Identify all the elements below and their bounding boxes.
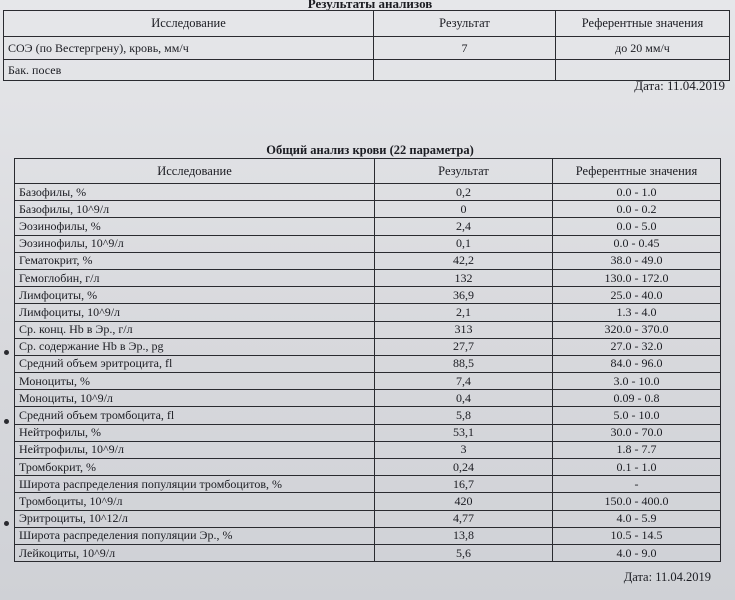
row-result: 132 xyxy=(375,269,553,286)
table-row xyxy=(15,424,721,441)
table-row xyxy=(4,60,730,81)
section2-date: Дата: 11.04.2019 xyxy=(623,570,711,584)
row-reference: до 20 мм/ч xyxy=(556,37,730,60)
table-row xyxy=(15,373,721,390)
header-reference: Референтные значения xyxy=(556,11,730,37)
row-result: 42,2 xyxy=(375,252,553,269)
row-reference: 0.0 - 0.45 xyxy=(553,235,721,252)
table-row xyxy=(4,37,730,60)
table-row xyxy=(15,252,721,269)
margin-bullet-mark xyxy=(4,521,9,526)
row-reference: 10.5 - 14.5 xyxy=(553,527,721,544)
row-result xyxy=(374,60,556,81)
section2-header-row xyxy=(15,159,721,184)
table-row xyxy=(15,338,721,355)
row-reference: 0.0 - 1.0 xyxy=(553,184,721,201)
row-name: Лимфоциты, 10^9/л xyxy=(15,304,375,321)
row-reference: 5.0 - 10.0 xyxy=(553,407,721,424)
row-name: Средний объем эритроцита, fl xyxy=(15,355,375,372)
row-result: 4,77 xyxy=(375,510,553,527)
row-result: 16,7 xyxy=(375,476,553,493)
row-result: 2,1 xyxy=(375,304,553,321)
row-name: Гематокрит, % xyxy=(15,252,375,269)
row-name: Бак. посев xyxy=(4,60,374,81)
row-name: Нейтрофилы, 10^9/л xyxy=(15,441,375,458)
row-result: 0,24 xyxy=(375,459,553,476)
row-reference: 30.0 - 70.0 xyxy=(553,424,721,441)
table-row xyxy=(15,321,721,338)
row-reference: 150.0 - 400.0 xyxy=(553,493,721,510)
table-row xyxy=(15,304,721,321)
row-name: Широта распределения популяции тромбоцитов, % xyxy=(15,476,375,493)
row-result: 2,4 xyxy=(375,218,553,235)
row-name: Тромбокрит, % xyxy=(15,459,375,476)
section2-table xyxy=(14,158,721,562)
row-reference: 4.0 - 5.9 xyxy=(553,510,721,527)
table-row xyxy=(15,201,721,218)
row-reference: 130.0 - 172.0 xyxy=(553,269,721,286)
row-result: 13,8 xyxy=(375,527,553,544)
row-reference: 320.0 - 370.0 xyxy=(553,321,721,338)
row-result: 420 xyxy=(375,493,553,510)
section1-title: Результаты анализов xyxy=(307,0,433,11)
row-reference: 0.0 - 0.2 xyxy=(553,201,721,218)
row-name: Моноциты, 10^9/л xyxy=(15,390,375,407)
table-row xyxy=(15,407,721,424)
header-result: Результат xyxy=(374,11,556,37)
section1-header-row xyxy=(4,11,730,37)
row-result: 313 xyxy=(375,321,553,338)
table-row xyxy=(15,441,721,458)
row-name: Лейкоциты, 10^9/л xyxy=(15,544,375,561)
row-name: Моноциты, % xyxy=(15,373,375,390)
row-reference: 4.0 - 9.0 xyxy=(553,544,721,561)
row-result: 88,5 xyxy=(375,355,553,372)
row-name: Широта распределения популяции Эр., % xyxy=(15,527,375,544)
row-reference: 1.3 - 4.0 xyxy=(553,304,721,321)
row-result: 0,2 xyxy=(375,184,553,201)
row-name: Эозинофилы, 10^9/л xyxy=(15,235,375,252)
header-reference: Референтные значения xyxy=(553,159,721,184)
margin-bullet-mark xyxy=(4,419,9,424)
table-row xyxy=(15,510,721,527)
row-reference: 0.09 - 0.8 xyxy=(553,390,721,407)
table-row xyxy=(15,287,721,304)
row-result: 5,6 xyxy=(375,544,553,561)
row-reference: 3.0 - 10.0 xyxy=(553,373,721,390)
row-result: 3 xyxy=(375,441,553,458)
row-result: 0,1 xyxy=(375,235,553,252)
table-row xyxy=(15,459,721,476)
row-reference: 1.8 - 7.7 xyxy=(553,441,721,458)
row-name: Гемоглобин, г/л xyxy=(15,269,375,286)
row-reference: - xyxy=(553,476,721,493)
margin-bullet-mark xyxy=(4,350,9,355)
table-row xyxy=(15,390,721,407)
row-reference: 0.0 - 5.0 xyxy=(553,218,721,235)
row-result: 0,4 xyxy=(375,390,553,407)
row-name: Ср. конц. Hb в Эр., г/л xyxy=(15,321,375,338)
row-result: 0 xyxy=(375,201,553,218)
row-name: СОЭ (по Вестергрену), кровь, мм/ч xyxy=(4,37,374,60)
row-name: Ср. содержание Hb в Эр., pg xyxy=(15,338,375,355)
row-name: Базофилы, 10^9/л xyxy=(15,201,375,218)
table-row xyxy=(15,218,721,235)
table-row xyxy=(15,235,721,252)
header-study: Исследование xyxy=(15,159,375,184)
table-row xyxy=(15,476,721,493)
table-row xyxy=(15,493,721,510)
table-row xyxy=(15,269,721,286)
row-result: 7,4 xyxy=(375,373,553,390)
row-name: Эозинофилы, % xyxy=(15,218,375,235)
section1-date: Дата: 11.04.2019 xyxy=(634,78,725,93)
row-name: Базофилы, % xyxy=(15,184,375,201)
row-result: 27,7 xyxy=(375,338,553,355)
table-row xyxy=(15,355,721,372)
row-result: 36,9 xyxy=(375,287,553,304)
section2-table-body xyxy=(15,184,721,562)
table-row xyxy=(15,184,721,201)
row-name: Нейтрофилы, % xyxy=(15,424,375,441)
header-study: Исследование xyxy=(4,11,374,37)
row-name: Лимфоциты, % xyxy=(15,287,375,304)
section2-title: Общий анализ крови (22 параметра) xyxy=(266,143,474,157)
row-reference: 25.0 - 40.0 xyxy=(553,287,721,304)
table-row xyxy=(15,544,721,561)
row-reference: 38.0 - 49.0 xyxy=(553,252,721,269)
section1-table xyxy=(3,10,730,81)
row-result: 7 xyxy=(374,37,556,60)
row-reference: 27.0 - 32.0 xyxy=(553,338,721,355)
table-row xyxy=(15,527,721,544)
header-result: Результат xyxy=(375,159,553,184)
row-reference: 0.1 - 1.0 xyxy=(553,459,721,476)
row-name: Тромбоциты, 10^9/л xyxy=(15,493,375,510)
row-reference: 84.0 - 96.0 xyxy=(553,355,721,372)
row-result: 53,1 xyxy=(375,424,553,441)
row-name: Средний объем тромбоцита, fl xyxy=(15,407,375,424)
row-name: Эритроциты, 10^12/л xyxy=(15,510,375,527)
row-result: 5,8 xyxy=(375,407,553,424)
